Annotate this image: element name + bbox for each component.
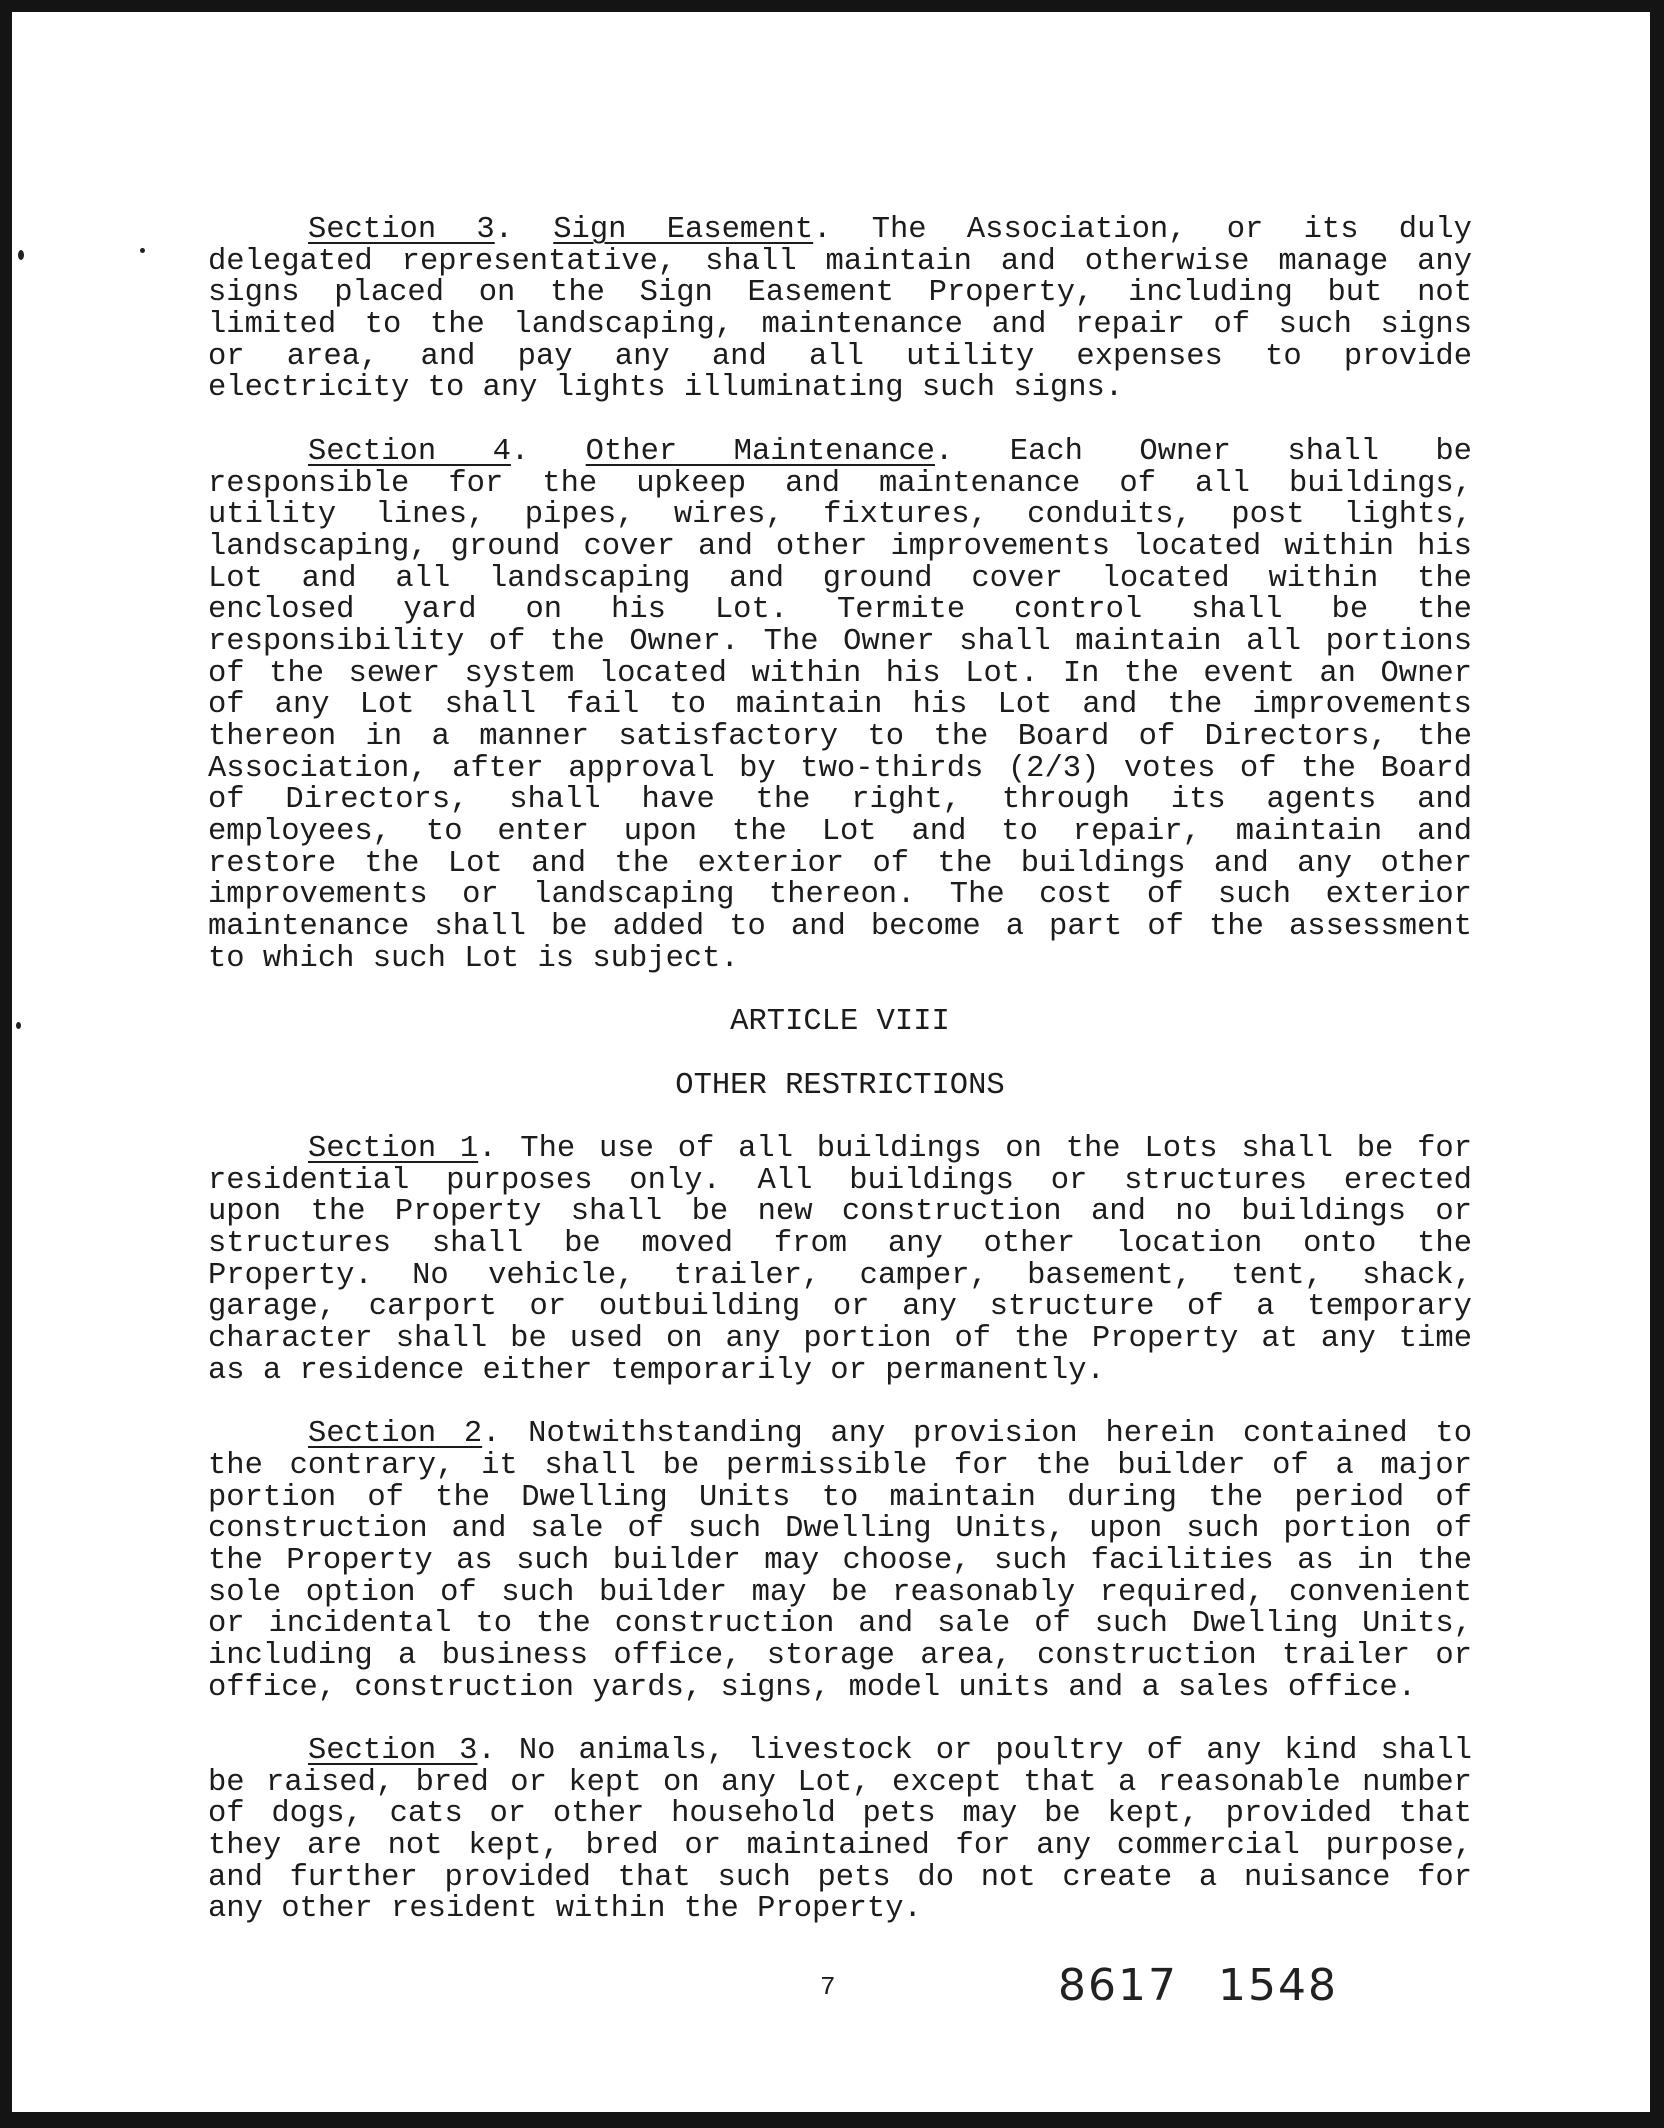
article-title: OTHER RESTRICTIONS bbox=[675, 1068, 1005, 1103]
section-title: Sign Easement bbox=[553, 213, 814, 247]
paragraph-line: office, construction yards, signs, model units and a sales office. bbox=[208, 1670, 1416, 1705]
page-number: 7 bbox=[820, 1972, 836, 2002]
document-page bbox=[12, 12, 1650, 2112]
paragraph-line bbox=[208, 1736, 1472, 1768]
paragraph-line: any other resident within the Property. bbox=[208, 1892, 922, 1927]
paragraph-line: residential purposes only. All buildings or structures erected bbox=[208, 1163, 1472, 1198]
paragraph-line: the Property as such builder may choose, such facilities as in the bbox=[208, 1543, 1472, 1578]
paragraph-line: Property. No vehicle, trailer, camper, basement, tent, shack, bbox=[208, 1258, 1472, 1293]
paragraph-line: construction and sale of such Dwelling Units, upon such portion of bbox=[208, 1512, 1472, 1547]
paragraph-text: . Each Owner shall be bbox=[934, 434, 1472, 469]
section-other-maintenance bbox=[208, 434, 1472, 976]
paragraph-line: responsibility of the Owner. The Owner shall maintain all portions bbox=[208, 624, 1472, 659]
article-number: ARTICLE VIII bbox=[730, 1005, 950, 1040]
paragraph-line: enclosed yard on his Lot. Termite control shall be the bbox=[208, 593, 1472, 628]
paragraph-text: . The Association, or its duly bbox=[813, 213, 1472, 247]
paragraph-line: of the sewer system located within his Lot. In the event an Owner bbox=[208, 656, 1472, 691]
section-heading: Section 1 bbox=[308, 1131, 479, 1166]
section-heading-sep: . bbox=[510, 434, 586, 469]
paragraph-line: signs placed on the Sign Easement Property, including but not bbox=[208, 276, 1472, 311]
paragraph-line: garage, carport or outbuilding or any structure of a temporary bbox=[208, 1290, 1472, 1325]
paragraph-line: sole option of such builder may be reasonably required, convenient bbox=[208, 1575, 1472, 1610]
section-sign-easement bbox=[208, 215, 1472, 405]
scan-speck bbox=[16, 1022, 21, 1029]
section-2-builder-facilities bbox=[208, 1419, 1472, 1704]
paragraph-line: structures shall be moved from any other location onto the bbox=[208, 1227, 1472, 1261]
section-heading: Section 4 bbox=[308, 434, 511, 469]
paragraph-line: and further provided that such pets do not create a nuisance for bbox=[208, 1860, 1472, 1895]
paragraph-line bbox=[208, 1419, 1472, 1451]
paragraph-text: . Notwithstanding any provision herein contained to bbox=[482, 1417, 1473, 1452]
paragraph-line: improvements or landscaping thereon. The cost of such exterior bbox=[208, 878, 1472, 913]
paragraph-line: of Directors, shall have the right, through its agents and bbox=[208, 783, 1472, 818]
paragraph-line: as a residence either temporarily or permanently. bbox=[208, 1353, 1105, 1388]
paragraph-line: limited to the landscaping, maintenance and repair of such signs bbox=[208, 308, 1472, 343]
paragraph-line: employees, to enter upon the Lot and to repair, maintain and bbox=[208, 815, 1472, 850]
paragraph-line: be raised, bred or kept on any Lot, except that a reasonable number bbox=[208, 1765, 1472, 1800]
paragraph-line: portion of the Dwelling Units to maintain during the period of bbox=[208, 1480, 1472, 1515]
paragraph-text: . The use of all buildings on the Lots shall be for bbox=[478, 1131, 1472, 1166]
paragraph-line: thereon in a manner satisfactory to the Board of Directors, the bbox=[208, 720, 1472, 754]
section-title: Other Maintenance bbox=[585, 434, 935, 469]
paragraph-line: upon the Property shall be new construction and no buildings or bbox=[208, 1195, 1472, 1230]
stamp-left: 8617 bbox=[1058, 1960, 1178, 2011]
paragraph-line: of dogs, cats or other household pets may be kept, provided that bbox=[208, 1797, 1472, 1832]
paragraph-line: delegated representative, shall maintain and otherwise manage any bbox=[208, 244, 1472, 279]
section-1-residential-use bbox=[208, 1131, 1472, 1388]
paragraph-line bbox=[208, 434, 1472, 469]
paragraph-line: restore the Lot and the exterior of the buildings and any other bbox=[208, 846, 1472, 881]
section-heading: Section 3 bbox=[308, 1734, 478, 1768]
section-heading-sep: . bbox=[494, 213, 554, 247]
paragraph-text: . No animals, livestock or poultry of any kind shall bbox=[477, 1734, 1472, 1768]
section-heading: Section 2 bbox=[308, 1417, 483, 1452]
paragraph-line: they are not kept, bred or maintained for any commercial purpose, bbox=[208, 1829, 1472, 1864]
paragraph-line: character shall be used on any portion of the Property at any time bbox=[208, 1322, 1472, 1357]
paragraph-line: the contrary, it shall be permissible for the builder of a major bbox=[208, 1448, 1472, 1483]
paragraph-line: to which such Lot is subject. bbox=[208, 941, 739, 976]
paragraph-line: Lot and all landscaping and ground cover located within the bbox=[208, 561, 1472, 596]
paragraph-line bbox=[208, 1131, 1472, 1166]
section-heading: Section 3 bbox=[308, 213, 495, 247]
paragraph-line: or area, and pay any and all utility expenses to provide bbox=[208, 339, 1472, 374]
paragraph-line: utility lines, pipes, wires, fixtures, conduits, post lights, bbox=[208, 498, 1472, 533]
paragraph-line bbox=[208, 215, 1472, 247]
scan-speck bbox=[18, 250, 24, 260]
document-body bbox=[208, 215, 1472, 1958]
paragraph-line: or incidental to the construction and sale of such Dwelling Units, bbox=[208, 1607, 1472, 1642]
paragraph-line: responsible for the upkeep and maintenance of all buildings, bbox=[208, 466, 1472, 501]
section-3-animals bbox=[208, 1736, 1472, 1926]
paragraph-line: landscaping, ground cover and other improvements located within his bbox=[208, 529, 1472, 564]
paragraph-line: maintenance shall be added to and become a part of the assessment bbox=[208, 910, 1472, 945]
paragraph-line: electricity to any lights illuminating such signs. bbox=[208, 371, 1124, 406]
paragraph-line: Association, after approval by two-thirds (2/3) votes of the Board bbox=[208, 751, 1472, 786]
paragraph-line: including a business office, storage area, construction trailer or bbox=[208, 1638, 1472, 1673]
scan-speck bbox=[140, 248, 145, 253]
stamp-right: 1548 bbox=[1217, 1960, 1338, 2011]
paragraph-line: of any Lot shall fail to maintain his Lot and the improvements bbox=[208, 688, 1472, 723]
document-stamp bbox=[1058, 1960, 1378, 2011]
